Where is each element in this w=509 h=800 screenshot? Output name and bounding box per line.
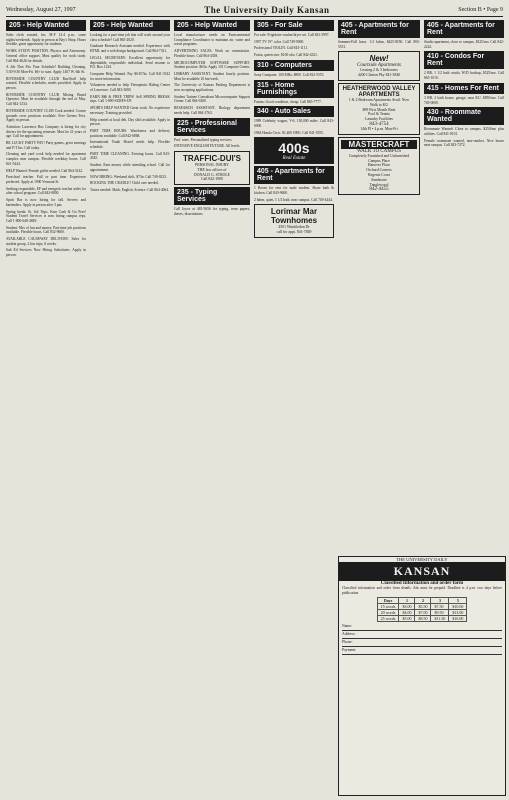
column-1 [6,20,86,794]
section-heading-professional: 225 - Professional Services [174,118,250,136]
classified-ad: Sub Ed Services Now Hiring Substitutes. Apply in person. [6,248,86,258]
section-page: Section B • Page 9 [458,7,503,13]
classified-ad: A Job That Fits Your Schedule! Building Cleaning. 5:30-9:30 Mon-Fri. $6+ to start. Apply 1407 W. 6th St. [6,65,86,74]
classified-ad: BE LUCKY PARTY PAY! Party games, great earnings and F/T hrs. Call today. [6,141,86,150]
form-subtitle: THE UNIVERSITY DAILY [396,557,448,562]
classified-ad: Tutors needed: Math, English, Science. Call 864-4064. [90,187,169,192]
traffic-dui-ad [174,151,250,185]
feature-line: Pool & Tennis [368,112,390,117]
form-field-name[interactable]: Name: [342,624,502,631]
classified-ad: 1 Room for rent for male student. Share bath & kitchen. Call 843-9600. [254,186,334,196]
classified-ad: 3 BR, 2 bath house, garage, near KU. $850/mo. Call 749-0000. [424,95,504,105]
classified-ad: Professional VIOLIN. Call 843-1111. [254,46,308,51]
real-estate-promo [254,137,334,164]
classified-ad: Futons: Good condition, cheap. Call 865-7777. [254,99,322,104]
rates-cell: 20 words [377,610,399,616]
classified-ad: Seeking responsible, EF and energetic teacher aides for after school program. Call 842-0800. [6,186,86,196]
classified-ad: SPORTS HELP WANTED Great work. No experience necessary. Training provided. [90,106,170,115]
ad-list [90,33,170,193]
rates-header-cell: Days [377,598,399,604]
classified-ad: Spring break: St. Sol Trips. Earn Cash & Go Free! Student Travel Services is now hiring campus reps. Call 1-800-648-4849. [6,209,86,223]
ad-line: Call 842-1900 [201,177,223,182]
property-line: Sandstone [371,177,387,182]
classified-order-form [338,556,506,796]
section-heading-for-sale: 305 - For Sale [254,20,334,31]
issue-date: Wednesday, August 27, 1997 [6,7,76,13]
property-line: Hanover Place [367,163,391,168]
rates-cell: $9.50 [431,610,449,616]
classified-ad: Summer-Fall lease. 1-2 bdrm, $425-$550. Call 865-5551. [338,40,420,49]
mastercraft-title: MASTERCRAFT [341,140,417,149]
section-heading-condos: 410 - Condos For Rent [424,51,504,69]
classified-ad: 1997 TV 19" color. Call 749-9000. [254,39,305,44]
classified-ad: Spirit Bar is now hiring for fall. Servers and bartenders. Apply in person after 3 pm. [6,198,86,207]
ad-list [254,119,334,135]
classified-ad: For sale: Frigidaire washer/dryer set. Call 841-3997. [254,33,330,37]
classified-ad: Call Joyce at 481-5656 for typing, term papers, theses, dissertations. [174,207,250,216]
classified-ad: Futon, queen size. $100 obo. Call 842-4321. [254,53,318,58]
classified-ad: LEGAL SECRETARY: Excellent opportunity for dependable, responsible individual. Send resume to P.O. Box 1234. [90,55,170,70]
classified-ad: EARN $$$ & FREE TRIPS! Sell SPRING BREAK trips. Call 1-800-SURFS-UP. [90,94,170,104]
ad-list [254,73,334,78]
ad-list [174,33,250,116]
ad-line: THE law offices of [197,167,227,172]
ad-list [338,40,420,49]
form-fields [339,624,505,655]
ad-line: DONALD G. STROLE [194,172,230,177]
section-heading-homes: 415 - Homes For Rent [424,83,504,94]
classified-ad: Student: Earn money while attending school. Call for appointment. [90,163,170,172]
courtside-line1: Leasing 2 & 3 bedrooms [360,68,398,73]
rates-header-cell: 3 [431,598,449,604]
mastercraft-lines [341,154,417,188]
courtside-line2: 4200 Clinton Pky 841-3840 [357,73,401,78]
classified-ad: AVAILABLE CAUSEWAY DELIVERY: Sales for student group, 2 bus trips, 6 weeks. [6,237,86,246]
classified-ad: RESEARCH ASSISTANT. Biology department needs help. Call 864-3763. [174,106,250,115]
ad-list [424,40,504,49]
feature-line: $99 First Month Rent [362,107,396,112]
section-heading-help-wanted: 205 - Help Wanted [6,20,86,31]
classified-ad: 1984 Honda Civic. $1,400 OBO. Call 841-5555. [254,130,324,135]
townhomes-address: 4501 Wimbledon Dr [278,225,310,230]
classified-ad: Looking for a part-time job that will work around your class schedule? Call 865-2020. [90,33,170,42]
rates-cell: $7.00 [415,610,431,616]
classified-ad: Prof. rates. Personalized typing services. [174,137,233,142]
heatherwood-hours: 14th Pl • 4 p.m. Mon-Fri [360,126,398,131]
classified-ad: Help wanted at local deli. Day shift available. Apply in person. [90,117,170,127]
rates-cell: $11.50 [431,616,449,622]
column-2 [90,20,170,794]
property-line: Orchard Corners [366,168,392,173]
rates-cell: $8.50 [415,616,431,622]
rates-table [377,597,468,622]
classified-ad: ADVERTISING SALES. Work on commission. Flexible hours. Call 864-4358. [174,49,250,58]
classified-ad: WORK STUDY POSITION. Physics and Astronomy. General office support. Must qualify for work study. Call 864-4626 for details. [6,49,86,63]
classified-ad: NOW HIRING: Weekend shift, $7/hr. Call 749-0233. [90,174,167,179]
classified-ad: The University of Kansas Parking Department is now accepting applications. [174,83,250,93]
section-heading-apartments: 405 - Apartments for Rent [424,20,504,38]
column-3 [174,20,250,794]
form-field-phone[interactable]: Phone: [342,640,502,647]
kansan-logo: KANSAN [339,562,505,581]
townhomes-ad [254,204,334,238]
courtside-new: New! [369,54,389,64]
feature-line: 1 & 2 Bedroom Apartments Avail. Now [348,98,410,102]
rates-header-cell: 2 [415,598,431,604]
mastercraft-ad [338,137,420,196]
section-heading-roommate: 430 - Roommate Wanted [424,107,504,125]
newspaper-title: The University Daily Kansan [204,5,330,15]
classified-ad: RIVERSIDE COUNTRY CLUB Cook needed. Course grounds crew positions available. Free Greens Fees. Apply in person. [6,108,86,123]
classified-ad: Roommate Wanted: Close to campus. $250/mo plus utilities. Call 841-0101. [424,127,504,136]
rates-cell: $13.00 [449,610,467,616]
property-line: Completely Furnished and Unfurnished [348,153,410,158]
rates-cell: $5.00 [399,616,415,622]
townhomes-phone: call for appt. 841-7849 [276,230,312,235]
traffic-ad-title: TRAFFIC-DUI'S [183,153,241,163]
courtside-name: Courtside Apartments [357,63,401,69]
heatherwood-title: HEATHERWOOD VALLEY APARTMENTS [342,86,416,98]
section-heading-help-wanted: 205 - Help Wanted [90,20,170,31]
section-heading-help-wanted: 205 - Help Wanted [174,20,250,31]
ad-list [174,138,250,149]
classified-ad: Student Trainee Consultant Microcomputer Support Center. Call 864-0200. [174,94,250,104]
classified-ad: Sony Computer. 100 MHz, $800. Call 832-5555. [254,72,325,77]
form-field-payment[interactable]: Payment: [342,648,502,655]
section-heading-auto: 340 - Auto Sales [254,106,334,117]
classified-ad: PART TIME HOURS. Warehouse and delivery positions available. Call 842-6868. [90,128,170,138]
classified-ad: Graduate Research Assistant needed. Experience with HTML and a web design background. Call 864-7321. [90,44,170,54]
classified-ad: Student: Mix of fun and money. Part-time job positions available. Flexible hours. Call 832-9600. [6,225,86,235]
heatherwood-features [341,98,417,122]
ad-line: PERSONAL INJURY [195,162,229,167]
rates-header-cell: 5 [449,598,467,604]
ad-list [6,33,86,258]
classified-ad: MICROCOMPUTER SOFTWARE SUPPORT: Student position. $6/hr. Apply 101 Computer Center. [174,60,250,70]
ad-list [424,127,504,148]
townhomes-title: Lorimar Mar Townhomes [270,207,318,226]
heatherwood-ad [338,83,420,135]
classified-ad: Local manufacturer needs an Environmental Compliance Coordinator to maintain air, water and waste programs. [174,33,250,47]
property-line: Campus Place [368,158,390,163]
classified-ad: RIVERSIDE COUNTRY CLUB Bus/Staff help wanted. Flexible schedules, meals provided. Apply in person. [6,76,86,91]
rates-cell: $16.00 [449,616,467,622]
classified-ad: Volunteers needed to help Therapeutic Riding Center of Lawrence. Call 843-3000. [90,83,170,93]
rates-cell: 25 words [377,616,399,622]
classified-ad: Sales clerk wanted, hrs. M-F 12-4 p.m., some nights/weekends. Apply in person at Bay's Shop. Hours flexible, great opportunity for students. [6,33,86,47]
rates-row [377,616,467,622]
feature-line: Laundry Facilities [365,117,393,122]
ad-list [424,96,504,105]
classified-ad: Female roommate wanted, non-smoker. Nice house near campus. Call 843-7272. [424,138,504,148]
rates-cell: $3.00 [399,604,415,610]
promo-big: 400s [278,140,310,157]
form-field-address[interactable]: Address: [342,632,502,639]
property-line: Tanglewood [369,182,389,187]
ad-list [254,100,334,105]
mastercraft-phone: 842-4455 [369,187,389,193]
classified-ad: 2 BR, 1 1/2 bath condo, W/D hookup, $525/mo. Call 865-1010. [424,71,504,81]
ad-list [424,71,504,80]
promo-sub: Real Estate [282,156,306,162]
section-heading-apartments: 405 - Apartments for Rent [254,166,334,184]
section-heading-apartments: 405 - Apartments for Rent [338,20,420,38]
classified-ad: 1989 Celebrity wagon, V-6, 130,000 miles. Call 843-0000. [254,119,334,128]
rates-header-cell: 1 [399,598,415,604]
classified-ad: Studio apartment, close to campus. $325/mo. Call 842-2222. [424,40,504,49]
classified-ad: Computer Help Wanted. Pay $6-$7/hr. Call 841-3332 for more information. [90,71,170,81]
section-heading-typing: 235 - Typing Services [174,187,250,205]
mastercraft-headline: WALK TO CAMPUS [357,148,401,154]
rates-cell: $7.50 [431,604,449,610]
classified-ad: International Youth Hostel needs help. Flexible schedule. [90,140,170,150]
form-instructions: Classified information and order form details. Ads must be prepaid. Deadline is 4 p.m. two days before publication. [342,586,502,595]
rates-body [377,604,467,622]
courtside-ad [338,51,420,81]
property-line: Regents Court [368,172,390,177]
rates-row [377,610,467,616]
classified-ad: RIVERSIDE COUNTRY CLUB Mixing Board Operator. Must be available through the end of May. Call 842-1234. [6,92,86,107]
ad-list [174,207,250,216]
section-heading-furnishings: 315 - Home Furnishings [254,80,334,98]
classified-ad: ROCKING THE CRADLE? Child care needed. [90,181,159,186]
section-heading-computers: 310 - Computers [254,60,334,71]
ad-list [254,186,334,202]
classified-ad: LIBRARY ASSISTANT. Student hourly position. Must be available 10 hrs/week. [174,71,250,81]
classified-ad: PART TIME CLEANING. Evening hours. Call 843-4545. [90,151,170,161]
form-heading: Classified Information and order form [380,581,464,586]
rates-cell: $10.00 [449,604,467,610]
ad-list [254,33,334,58]
rates-cell: 15 words [377,604,399,610]
page-header [6,4,503,17]
classified-ad: INTENSIVE ENGLISH FUTURE. All levels. [174,144,241,149]
classified-ad: HELP Wanted: Female golfer needed. Call 864-3142. [6,168,83,173]
rates-cell: $4.00 [399,610,415,616]
rates-row [377,604,467,610]
classified-ad: Preschool teacher. Full or part time. Experience preferred. Apply at 1900 Vermont St. [6,175,86,184]
column-4 [254,20,334,794]
classified-ad: Cleaning and yard work help needed for apartment complex near campus. Flexible weekday hours. Call 841-5444. [6,152,86,166]
traffic-ad-lines [177,163,247,182]
feature-line: Walk to KU [369,102,389,107]
classified-ad: 2 bdrm, quiet, 1 1/2 bath, near campus. Call 749-4444. [254,197,333,202]
heatherwood-phone: 843-4754 [369,121,389,127]
rates-cell: $5.50 [415,604,431,610]
classified-ad: Attention: Lawrence Bus Company is hiring for city drivers for the upcoming semester. Must be 21 years of age. Call for appointment. [6,124,86,139]
